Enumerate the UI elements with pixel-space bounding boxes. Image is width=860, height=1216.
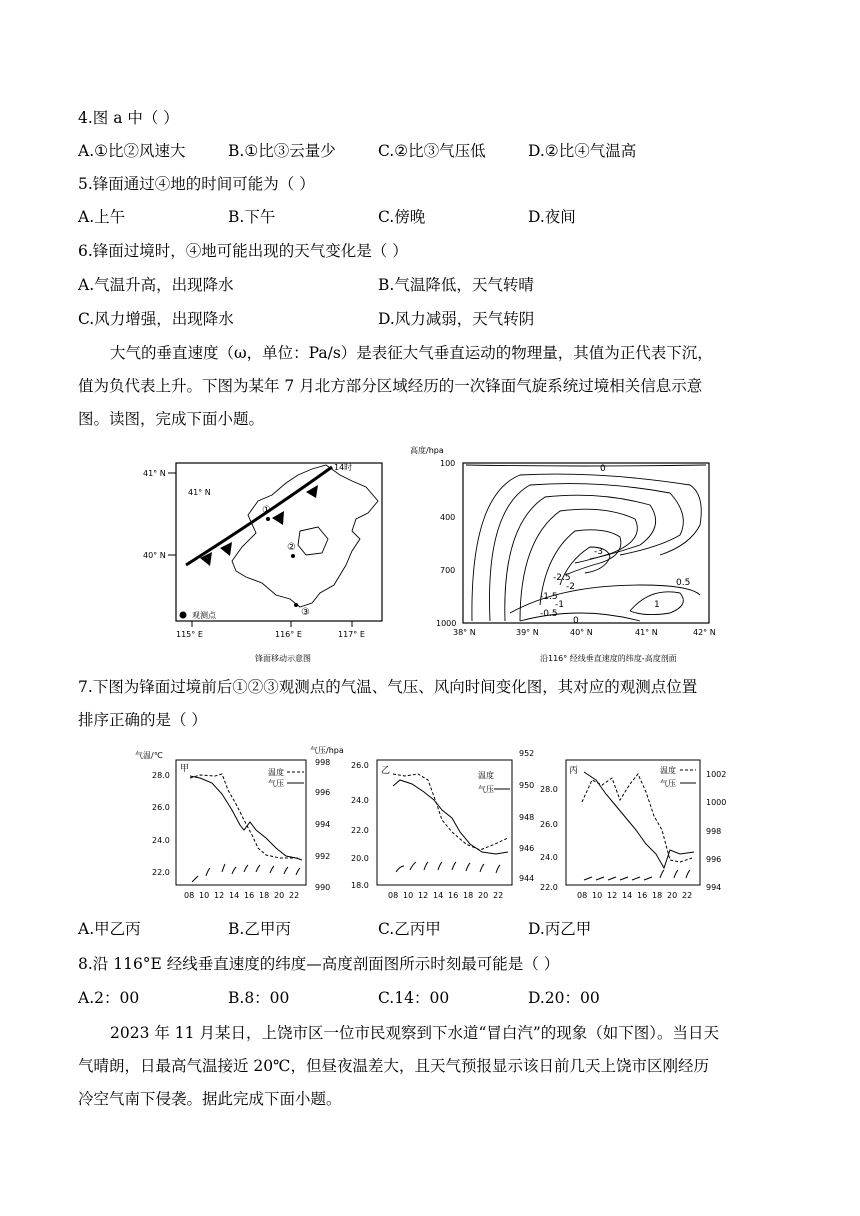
- chart-name: 丙: [569, 766, 579, 776]
- option-b[interactable]: B.①比③云量少: [228, 142, 336, 160]
- ytick: 24.0: [152, 836, 170, 845]
- ytick: 24.0: [351, 796, 369, 805]
- contour-label: -1.5: [540, 592, 558, 602]
- point-1-label: ①: [262, 505, 271, 516]
- question-6-stem: 6.锋面过境时，④地可能出现的天气变化是（ ）: [78, 242, 408, 260]
- observation-point-3: [294, 603, 298, 607]
- ytick: 948: [519, 813, 535, 822]
- ytick: 400: [440, 513, 456, 522]
- xtick: 20: [478, 891, 489, 900]
- xtick: 12: [214, 891, 225, 900]
- legend-label: 观测点: [192, 611, 216, 620]
- xtick: 18: [463, 891, 474, 900]
- question-7-stem: 7.下图为锋面过境前后①②③观测点的气温、气压、风向时间变化图，其对应的观测点位置: [78, 678, 698, 696]
- ytick: 1002: [706, 770, 727, 779]
- xtick: 20: [274, 891, 285, 900]
- option-a[interactable]: A.气温升高，出现降水: [78, 276, 234, 294]
- intro-paragraph-line: 值为负代表上升。下图为某年 7 月北方部分区域经历的一次锋面气旋系统过境相关信息示意: [78, 377, 703, 395]
- option-d[interactable]: D.风力减弱，天气转阴: [378, 310, 535, 328]
- chart-name: 乙: [381, 766, 391, 776]
- point-3-label: ③: [301, 607, 310, 618]
- lon-116-label: 116° E: [275, 630, 302, 639]
- contour-label: 0.5: [676, 578, 691, 588]
- x-ticks: [184, 891, 299, 900]
- option-c[interactable]: C.风力增强，出现降水: [78, 310, 234, 328]
- lat-40-label: 40° N: [143, 551, 166, 560]
- xtick: 10: [199, 891, 210, 900]
- ytick: 998: [706, 827, 722, 836]
- xtick: 10: [403, 891, 414, 900]
- front-triangle: [272, 511, 284, 525]
- question-5-stem: 5.锋面通过④地的时间可能为（ ）: [78, 175, 315, 193]
- legend-press: 气压: [268, 779, 284, 788]
- contour-label: -2.5: [553, 573, 571, 583]
- option-b[interactable]: B.下午: [228, 208, 276, 226]
- observation-point-1: [266, 517, 270, 521]
- observation-point-2: [291, 554, 295, 558]
- ytick: 18.0: [351, 881, 369, 890]
- lon-115-label: 115° E: [176, 630, 203, 639]
- vertical-velocity-section: [410, 445, 716, 663]
- ytick: 946: [519, 844, 535, 853]
- map-caption: 锋面移动示意图: [255, 654, 311, 663]
- option-b[interactable]: B.气温降低，天气转晴: [378, 276, 534, 294]
- legend-temp: 温度: [660, 766, 676, 775]
- option-a[interactable]: A.①比②风速大: [78, 142, 186, 160]
- ytick: 28.0: [152, 771, 170, 780]
- temp-axis-label: 气温/℃: [135, 751, 163, 760]
- xtick: 41° N: [635, 628, 658, 637]
- front-triangle: [306, 485, 318, 498]
- option-a[interactable]: A.甲乙丙: [78, 920, 141, 938]
- option-d[interactable]: D.丙乙甲: [528, 920, 592, 938]
- ytick: 950: [519, 781, 535, 790]
- intro-paragraph-line: 2023 年 11 月某日，上饶市区一位市民观察到下水道“冒白汽”的现象（如下图）。当日天: [110, 1024, 720, 1042]
- ytick: 990: [315, 883, 331, 892]
- intro-paragraph-line: 大气的垂直速度（ω，单位：Pa/s）是表征大气垂直运动的物理量，其值为正代表下沉，: [110, 344, 713, 362]
- x-ticks: [577, 891, 692, 900]
- xtick: 20: [667, 891, 678, 900]
- xtick: 18: [652, 891, 663, 900]
- ytick: 1000: [436, 619, 457, 628]
- ytick: 996: [315, 788, 331, 797]
- ytick: 28.0: [540, 785, 558, 794]
- option-c[interactable]: C.14：00: [378, 989, 450, 1007]
- intro-paragraph-line: 图。读图，完成下面小题。: [78, 410, 265, 428]
- ytick: 100: [440, 459, 456, 468]
- inner-lat-label: 41° N: [188, 488, 211, 497]
- press-axis-label: 气压/hpa: [310, 746, 344, 755]
- chart-yi: [351, 749, 534, 900]
- legend-dot: [180, 612, 187, 619]
- xtick: 10: [592, 891, 603, 900]
- xtick: 22: [682, 891, 693, 900]
- option-d[interactable]: D.20：00: [528, 989, 600, 1007]
- chart-jia: [135, 745, 344, 900]
- front-triangle: [220, 542, 232, 556]
- ytick: 24.0: [540, 853, 558, 862]
- option-b[interactable]: B.乙甲丙: [228, 920, 291, 938]
- option-a[interactable]: A.上午: [78, 208, 126, 226]
- option-a[interactable]: A.2：00: [78, 989, 140, 1007]
- section-frame: [463, 463, 709, 623]
- contour-lines: [466, 465, 706, 621]
- xtick: 08: [388, 891, 399, 900]
- question-7-stem: 排序正确的是（ ）: [78, 711, 207, 729]
- map-frame: [176, 463, 382, 621]
- ytick: 22.0: [540, 883, 558, 892]
- contour-label: -1: [555, 600, 564, 610]
- contour-label: -2: [566, 582, 575, 592]
- xtick: 12: [607, 891, 618, 900]
- ytick: 998: [315, 758, 331, 767]
- xtick: 12: [418, 891, 429, 900]
- contour-label: 0: [573, 616, 579, 626]
- xtick: 22: [289, 891, 300, 900]
- xtick: 14: [622, 891, 633, 900]
- ytick: 26.0: [351, 761, 369, 770]
- point-2-label: ②: [287, 542, 296, 553]
- cold-front-line: [186, 467, 332, 565]
- legend-temp: 温度: [268, 768, 284, 777]
- contour-label: -3: [594, 547, 603, 557]
- city-outline: [298, 527, 328, 555]
- ytick: 22.0: [152, 868, 170, 877]
- ytick: 994: [706, 883, 722, 892]
- x-ticks: [388, 891, 503, 900]
- legend-press: 气压: [660, 779, 676, 788]
- front-time-label: 14时: [334, 463, 353, 472]
- option-b[interactable]: B.8：00: [228, 989, 290, 1007]
- xtick: 16: [637, 891, 648, 900]
- ytick: 992: [315, 852, 331, 861]
- xtick: 08: [577, 891, 588, 900]
- ytick: 996: [706, 855, 722, 864]
- front-cyclone-figure: [0, 435, 860, 670]
- front-movement-map: [143, 462, 382, 663]
- option-c[interactable]: C.傍晚: [378, 208, 426, 226]
- xtick: 08: [184, 891, 195, 900]
- section-ylabel: 高度/hpa: [410, 446, 444, 455]
- question-8-stem: 8.沿 116°E 经线垂直速度的纬度—高度剖面图所示时刻最可能是（ ）: [78, 955, 560, 973]
- xtick: 22: [493, 891, 504, 900]
- contour-label: 0: [600, 464, 606, 474]
- lon-117-label: 117° E: [338, 630, 365, 639]
- chart-frame: [566, 760, 700, 885]
- chart-frame: [176, 760, 306, 885]
- ytick: 944: [519, 874, 535, 883]
- option-c[interactable]: C.②比③气压低: [378, 142, 486, 160]
- ytick: 1000: [706, 798, 727, 807]
- option-d[interactable]: D.②比④气温高: [528, 142, 637, 160]
- chart-name: 甲: [180, 764, 190, 774]
- chart-bing: [540, 760, 726, 900]
- ytick: 700: [440, 566, 456, 575]
- intro-paragraph-line: 冷空气南下侵袭。据此完成下面小题。: [78, 1090, 342, 1108]
- ytick: 26.0: [540, 820, 558, 829]
- intro-paragraph-line: 气晴朗，日最高气温接近 20℃，但昼夜温差大，且天气预报显示该日前几天上饶市区刚经历: [78, 1057, 709, 1075]
- legend-press: 气压: [478, 785, 494, 794]
- xtick: 39° N: [516, 628, 539, 637]
- ytick: 22.0: [351, 826, 369, 835]
- xtick: 38° N: [453, 628, 476, 637]
- contour-label: 1: [654, 600, 660, 610]
- option-d[interactable]: D.夜间: [528, 208, 576, 226]
- legend-temp: 温度: [478, 771, 494, 780]
- station-charts: [0, 740, 860, 915]
- ytick: 26.0: [152, 803, 170, 812]
- lat-41-label: 41° N: [143, 469, 166, 478]
- xtick: 16: [244, 891, 255, 900]
- xtick: 16: [448, 891, 459, 900]
- option-c[interactable]: C.乙丙甲: [378, 920, 441, 938]
- xtick: 14: [433, 891, 444, 900]
- ytick: 20.0: [351, 854, 369, 863]
- ytick: 994: [315, 820, 331, 829]
- ytick: 952: [519, 749, 535, 758]
- section-caption: 沿116° 经线垂直速度的纬度-高度剖面: [540, 654, 677, 663]
- xtick: 18: [259, 891, 270, 900]
- xtick: 40° N: [570, 628, 593, 637]
- xtick: 14: [229, 891, 240, 900]
- contour-label: -0.5: [540, 609, 558, 619]
- xtick: 42° N: [693, 628, 716, 637]
- question-4-stem: 4.图 a 中（ ）: [78, 109, 179, 127]
